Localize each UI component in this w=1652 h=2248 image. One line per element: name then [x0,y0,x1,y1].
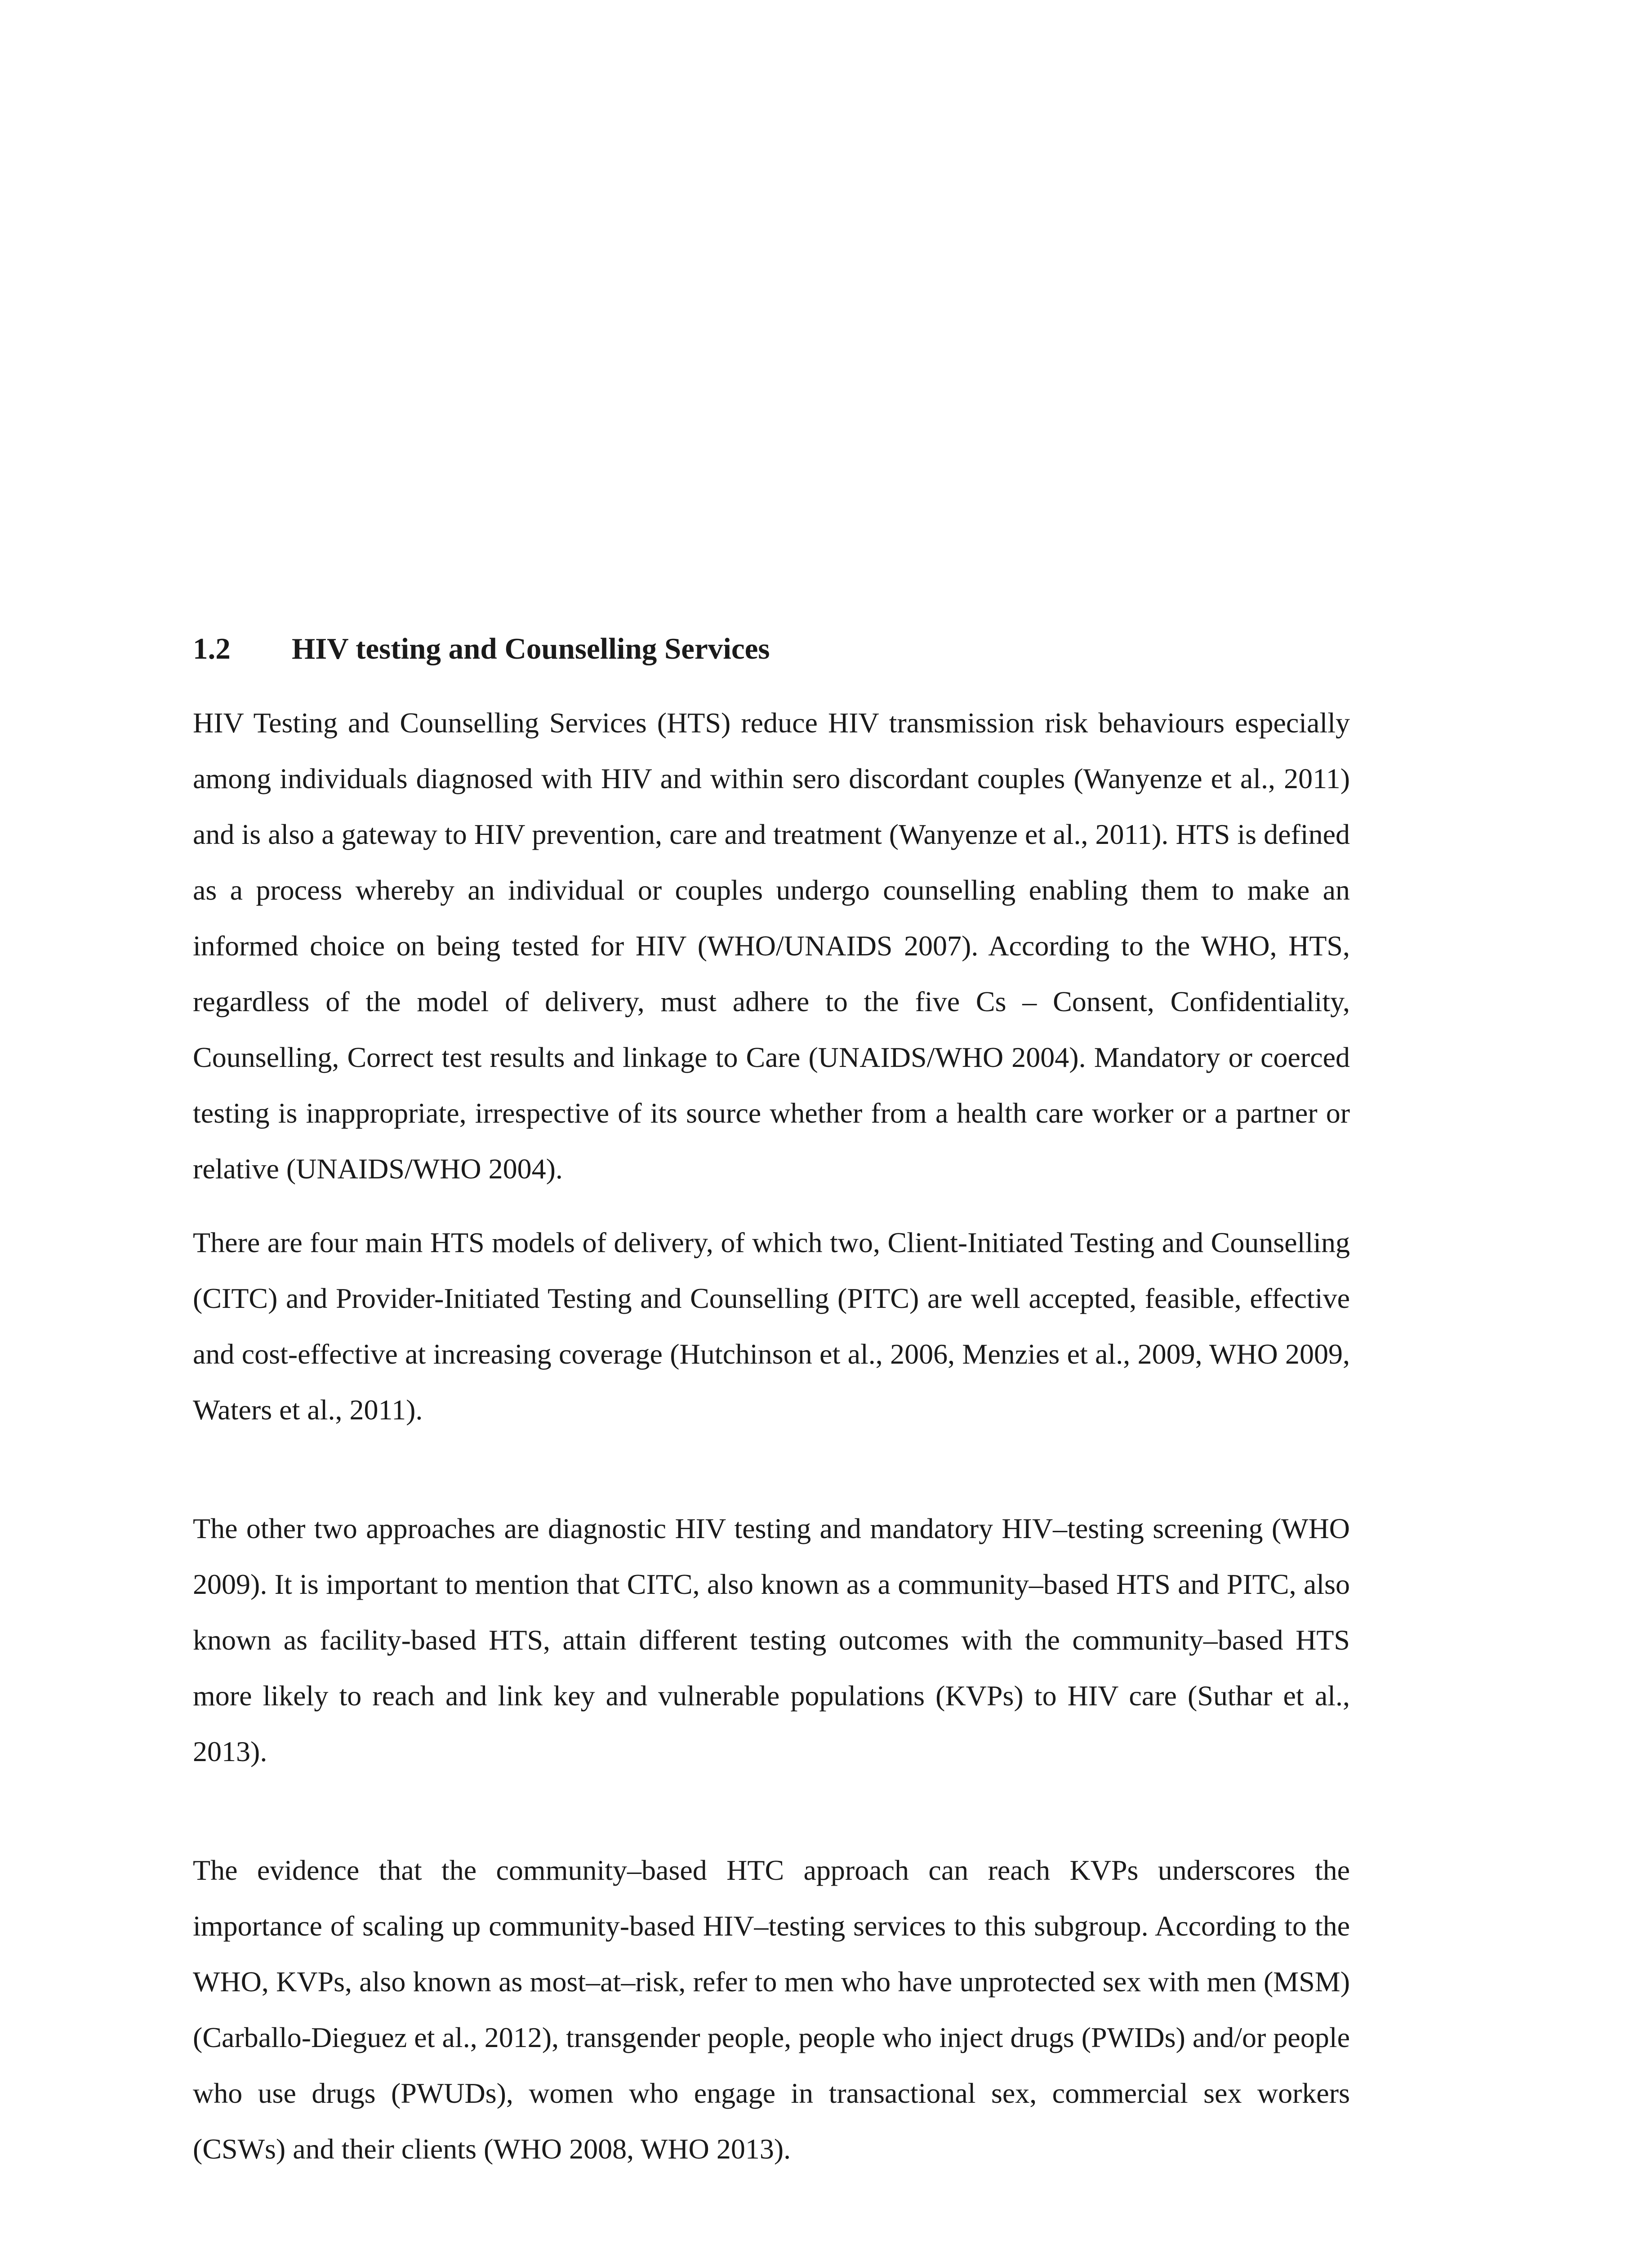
section-heading [193,627,1350,670]
paragraph-hts-models: There are four main HTS models of delivery, of which two, Client-Initiated Testing and Counselling (CITC) and Provider-Initiated Testing and Counselling (PITC) are well accepted, feasible, effective and cost-effective at increasing coverage (Hutchinson et al., 2006, Menzies et al., 2009, WHO 2009, Waters et al., 2011). [193,1227,1350,1426]
page-content [193,627,1350,2177]
paragraph-kvps: The evidence that the community–based HTC approach can reach KVPs underscores the importance of scaling up community-based HIV–testing services to this subgroup. According to the WHO, KVPs, also known as most–at–risk, refer to men who have unprotected sex with men (MSM) (Carballo-Dieguez et al., 2012), transgender people, people who inject drugs (PWIDs) and/or people who use drugs (PWUDs), women who engage in transactional sex, commercial sex workers (CSWs) and their clients (WHO 2008, WHO 2013). [193,1854,1350,2165]
paragraph-other-approaches: The other two approaches are diagnostic HIV testing and mandatory HIV–testing screening (WHO 2009). It is important to mention that CITC, also known as a community–based HTS and PITC, also known as facility-based HTS, attain different testing outcomes with the community–based HTS more likely to reach and link key and vulnerable populations (KVPs) to HIV care (Suthar et al., 2013). [193,1512,1350,1767]
section-number: 1.2 [193,632,231,665]
section-title: HIV testing and Counselling Services [292,632,770,665]
paragraph-hts-definition: HIV Testing and Counselling Services (HTS) reduce HIV transmission risk behaviours especially among individuals diagnosed with HIV and within sero discordant couples (Wanyenze et al., 2011) and is also a gateway to HIV prevention, care and treatment (Wanyenze et al., 2011). HTS is defined as a process whereby an individual or couples undergo counselling enabling them to make an informed choice on being tested for HIV (WHO/UNAIDS 2007). According to the WHO, HTS, regardless of the model of delivery, must adhere to the five Cs – Consent, Confidentiality, Counselling, Correct test results and linkage to Care (UNAIDS/WHO 2004). Mandatory or coerced testing is inappropriate, irrespective of its source whether from a health care worker or a partner or relative (UNAIDS/WHO 2004). [193,707,1350,1185]
